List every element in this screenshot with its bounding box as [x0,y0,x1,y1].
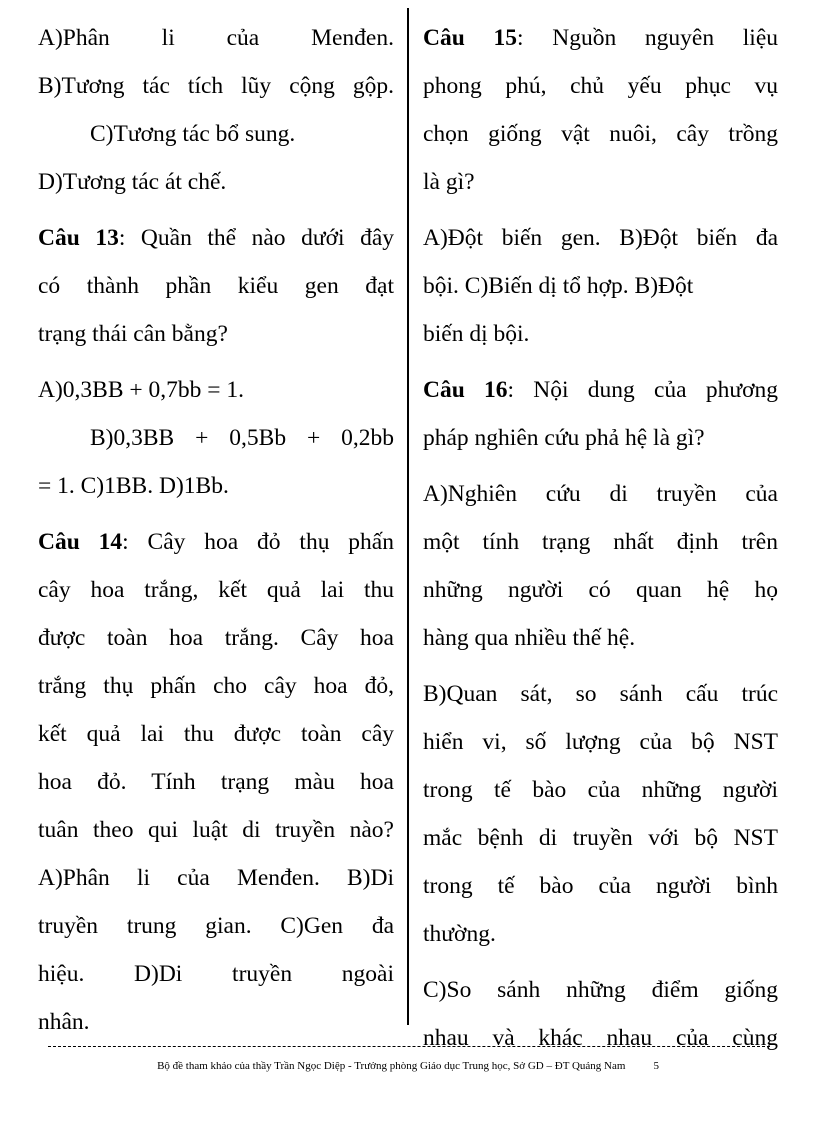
right-column [423,14,778,1062]
q16-option-b-line-3: trong tế bào của những người [423,777,778,803]
q16-option-a-line-4: hàng qua nhiều thế hệ. [423,625,636,651]
q12-option-d: D)Tương tác át chế. [38,169,227,195]
q14-line-1: Câu 14: Cây hoa đỏ thụ phấn [38,529,394,555]
q14-line-4: trắng thụ phấn cho cây hoa đỏ, [38,673,394,699]
q15-option-line-3: biến dị bội. [423,321,530,347]
q13-line-1: Câu 13: Quần thể nào dưới đây [38,225,394,251]
q16-option-b-line-2: hiển vi, số lượng của bộ NST [423,729,778,755]
q14-option-line-4: nhân. [38,1009,90,1035]
q15-line-1: Câu 15: Nguồn nguyên liệu [423,25,779,51]
q16-option-b-line-5: trong tế bào của người bình [423,873,778,899]
q14-line-2: cây hoa trắng, kết quả lai thu [38,577,394,603]
q16-line-2: pháp nghiên cứu phả hệ là gì? [423,425,705,451]
footer-text: Bộ đề tham khảo của thầy Trần Ngọc Diệp - Trưởng phòng Giáo dục Trung học, Sở GD – ĐT Quảng Nam [157,1060,626,1072]
left-column [38,14,394,1046]
footer-separator [48,1046,770,1047]
q14-option-line-1: A)Phân li của Menđen. B)Di [38,865,394,891]
q14-line-3: được toàn hoa trắng. Cây hoa [38,625,394,651]
q14-option-line-3: hiệu. D)Di truyền ngoài [38,961,394,987]
q15-option-line-2: bội. C)Biến dị tổ hợp. B)Đột [423,273,694,299]
q14-option-line-2: truyền trung gian. C)Gen đa [38,913,394,939]
q16-option-a-line-3: những người có quan hệ họ [423,577,778,603]
q16-option-b-line-1: B)Quan sát, so sánh cấu trúc [423,681,778,707]
q14-line-6: hoa đỏ. Tính trạng màu hoa [38,769,394,795]
q16-line-1: Câu 16: Nội dung của phương [423,377,778,403]
q15-option-line-1: A)Đột biến gen. B)Đột biến đa [423,225,778,251]
q15-line-3: chọn giống vật nuôi, cây trồng [423,121,778,147]
q14-label: Câu 14 [38,529,123,555]
q16-option-b-line-4: mắc bệnh di truyền với bộ NST [423,825,778,851]
q12-option-a: A)Phân li của Menđen. [38,25,394,51]
q13-label: Câu 13 [38,225,119,251]
page-footer [0,1059,816,1073]
q13-option-a: A)0,3BB + 0,7bb = 1. [38,377,245,403]
q15-label: Câu 15 [423,25,517,51]
q12-option-c: C)Tương tác bổ sung. [90,121,296,147]
q15-line-4: là gì? [423,169,475,195]
q14-line-7: tuân theo qui luật di truyền nào? [38,817,394,843]
q16-option-c-line-2: nhau và khác nhau của cùng [423,1025,778,1051]
q13-line-3: trạng thái cân bằng? [38,321,228,347]
page-number: 5 [653,1060,659,1072]
q15-line-2: phong phú, chủ yếu phục vụ [423,73,778,99]
q16-label: Câu 16 [423,377,508,403]
q13-line-2: có thành phần kiểu gen đạt [38,273,394,299]
q16-option-c-line-1: C)So sánh những điểm giống [423,977,778,1003]
q16-option-a-line-1: A)Nghiên cứu di truyền của [423,481,778,507]
q16-option-a-line-2: một tính trạng nhất định trên [423,529,778,555]
q14-line-5: kết quả lai thu được toàn cây [38,721,394,747]
column-divider [407,8,409,1025]
q13-option-b: B)0,3BB + 0,5Bb + 0,2bb [90,425,394,451]
q12-option-b: B)Tương tác tích lũy cộng gộp. [38,73,394,99]
q13-option-cd: = 1. C)1BB. D)1Bb. [38,473,229,499]
q16-option-b-line-6: thường. [423,921,496,947]
